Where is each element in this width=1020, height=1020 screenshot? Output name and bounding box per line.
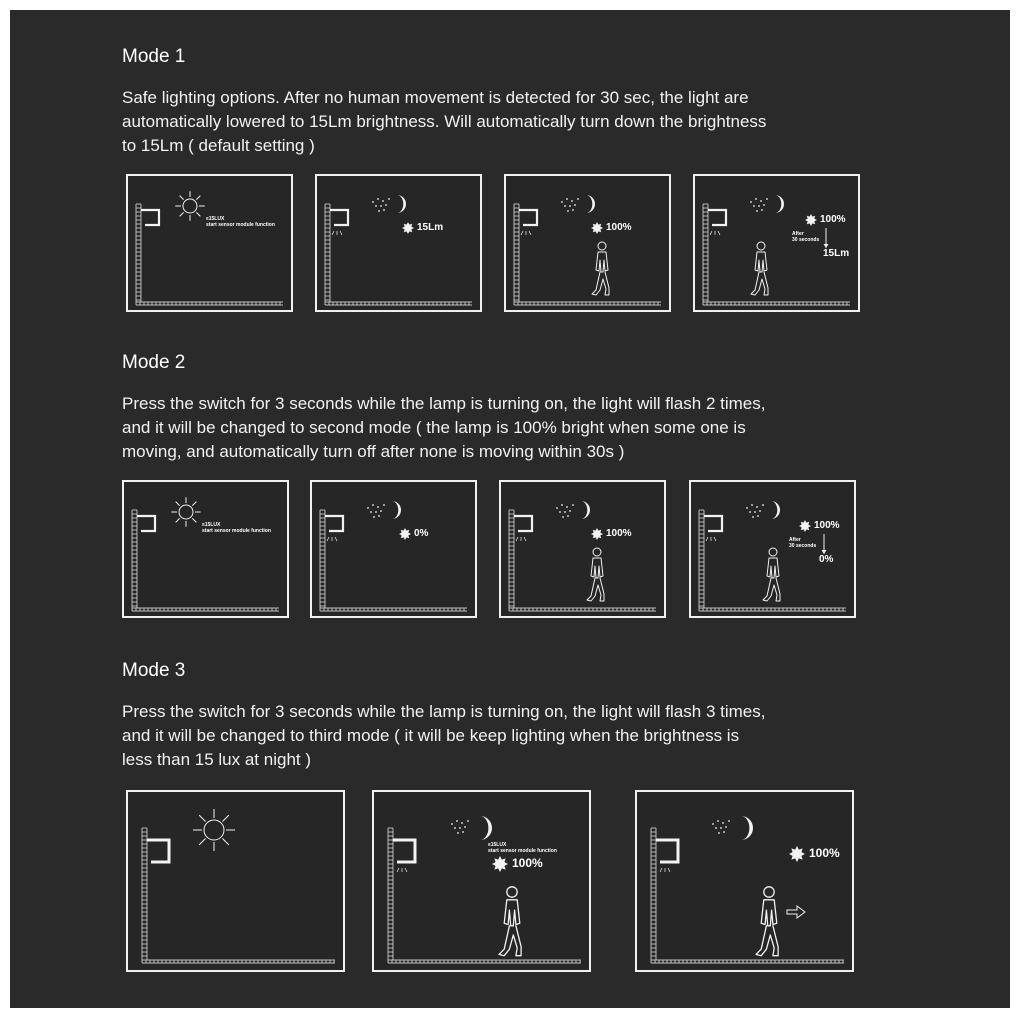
moon-icon — [480, 816, 492, 840]
brightness-level-start: 100% — [814, 520, 840, 531]
lux-threshold-label: ≤15LUX start sensor module function — [202, 522, 271, 534]
mode-3-section — [122, 660, 882, 772]
walking-person-icon — [587, 548, 604, 601]
walking-person-icon — [592, 242, 609, 295]
mode-1-panel-motion — [504, 174, 671, 312]
moon-icon — [397, 195, 406, 213]
stars-icon — [712, 820, 730, 834]
down-arrow-icon — [822, 534, 827, 554]
brightness-level: 100% — [606, 222, 632, 233]
timeout-label: After 30 seconds — [792, 231, 820, 243]
mode-3-title: Mode 3 — [122, 660, 186, 681]
mode-2-section — [122, 352, 882, 464]
mode-1-title: Mode 1 — [122, 46, 186, 67]
brightness-level-end: 15Lm — [823, 248, 850, 259]
mode-2-panel-timeout — [689, 480, 856, 618]
mode-1-section — [122, 46, 882, 158]
stars-icon — [367, 504, 385, 518]
walking-person-icon — [751, 242, 768, 295]
mode-2-panel-day — [122, 480, 289, 618]
stars-icon — [746, 504, 764, 518]
stars-icon — [561, 198, 579, 212]
brightness-level-end: 0% — [819, 554, 834, 565]
mode-2-panel-motion — [499, 480, 666, 618]
diagram-canvas — [10, 10, 1010, 1008]
moon-icon — [741, 816, 753, 840]
mode-2-title: Mode 2 — [122, 352, 186, 373]
moon-icon — [581, 501, 590, 519]
mode-1-description: Safe lighting options. After no human movement is detected for 30 sec, the light are automatically lowered to 15Lm brightness. Will automatically turn down the brightness to 15Lm ( default setting ) — [122, 88, 767, 155]
brightness-level: 100% — [809, 846, 840, 860]
sun-icon — [175, 191, 204, 220]
mode-1-panel-timeout — [693, 174, 860, 312]
brightness-icon — [799, 520, 811, 532]
brightness-level: 15Lm — [417, 222, 444, 233]
stars-icon — [556, 504, 574, 518]
moon-icon — [771, 501, 780, 519]
brightness-level: 100% — [606, 528, 632, 539]
moon-icon — [392, 501, 401, 519]
sun-icon — [193, 809, 235, 851]
walking-person-icon — [756, 887, 778, 956]
brightness-icon — [402, 222, 414, 234]
moon-icon — [586, 195, 595, 213]
mode-3-panel-night-motion — [372, 790, 591, 972]
mode-3-panel-day — [126, 790, 345, 972]
brightness-icon — [399, 528, 411, 540]
brightness-icon — [591, 222, 603, 234]
mode-3-description: Press the switch for 3 seconds while the lamp is turning on, the light will flash 3 times, and it will be changed to third mode ( it will be keep lighting when the brightness is less than 15 lux at night ) — [122, 702, 766, 769]
sun-icon — [171, 497, 200, 526]
brightness-icon — [591, 528, 603, 540]
stars-icon — [750, 198, 768, 212]
moon-icon — [775, 195, 784, 213]
mode-2-panel-night-idle — [310, 480, 477, 618]
brightness-level: 0% — [414, 528, 429, 539]
walking-person-icon — [499, 887, 521, 956]
brightness-icon — [789, 846, 805, 862]
stars-icon — [372, 198, 390, 212]
mode-1-panel-day — [126, 174, 293, 312]
mode-2-description: Press the switch for 3 seconds while the lamp is turning on, the light will flash 2 times, and it will be changed to second mode ( the lamp is 100% bright when some one is moving, and automatically turn off after none is moving within 30s ) — [122, 394, 766, 461]
brightness-icon — [492, 856, 508, 872]
stars-icon — [451, 820, 469, 834]
right-arrow-icon — [787, 906, 805, 918]
lux-threshold-label: ≤15LUX start sensor module function — [206, 216, 275, 228]
mode-3-panel-night-walking — [635, 790, 854, 972]
lux-threshold-label: ≤15LUX start sensor module function — [488, 842, 557, 854]
down-arrow-icon — [824, 228, 829, 248]
brightness-level: 100% — [512, 856, 543, 870]
brightness-level-start: 100% — [820, 214, 846, 225]
mode-1-panel-night-idle — [315, 174, 482, 312]
timeout-label: After 30 seconds — [789, 537, 817, 549]
brightness-icon — [805, 214, 817, 226]
walking-person-icon — [763, 548, 780, 601]
